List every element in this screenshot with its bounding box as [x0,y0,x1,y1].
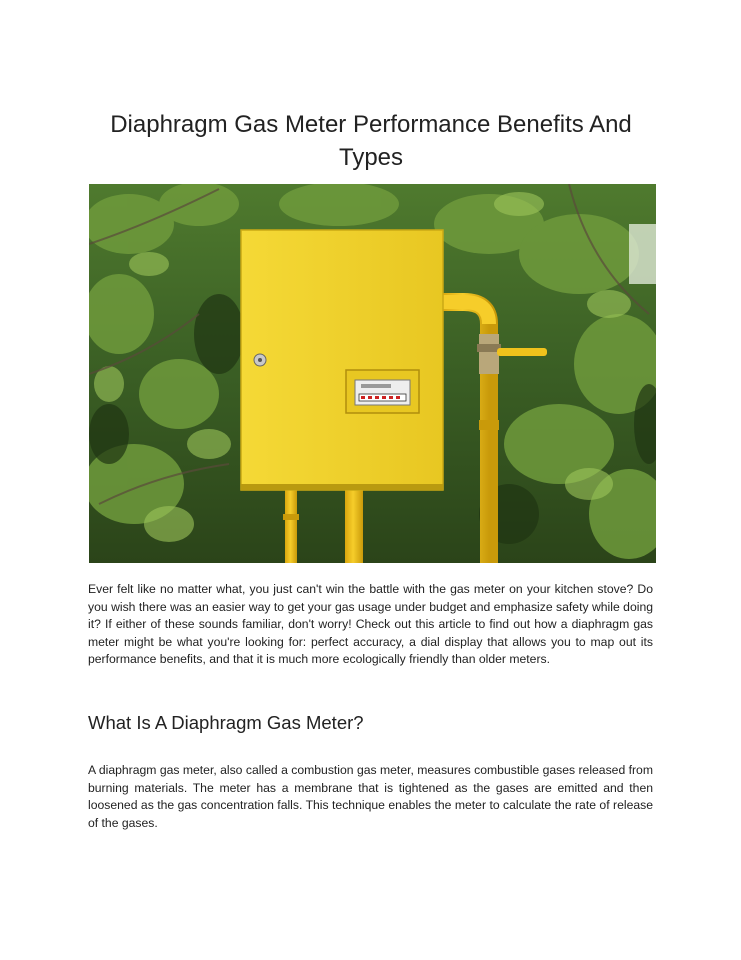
section-paragraph: A diaphragm gas meter, also called a combustion gas meter, measures combustible gases released from burning materials. The meter has a membrane that is tightened as the gases are emitted and then loosened as the gas concentration falls. This technique enables the meter to calculate the rate of release of the gases. [88,763,653,830]
intro-paragraph: Ever felt like no matter what, you just can't win the battle with the gas meter on your kitchen stove? Do you wish there was an easier way to get your gas usage under budget and emphasize safety while doing it? If either of these sounds familiar, don't worry! Check out this article to find out how a diaphragm gas meter might be what you're looking for: perfect accuracy, a dial display that allows you to map out its performance benefits, and that it is much more ecologically friendly than older meters. [88,582,653,667]
section-heading: What Is A Diaphragm Gas Meter? [88,712,364,733]
page-title: Diaphragm Gas Meter Performance Benefits And Types [110,111,632,171]
gas-meter-photo [89,184,656,563]
